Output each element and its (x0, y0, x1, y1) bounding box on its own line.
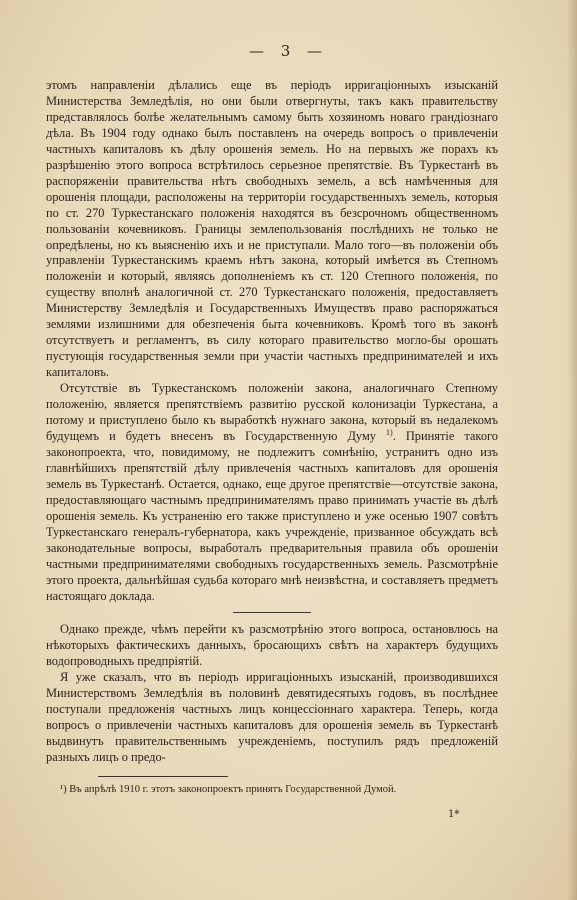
paragraph-2-continued: Принятіе такого законопроекта, что, повидимому, не подлежитъ сомнѣнію, устранитъ одно изъ главнѣйшихъ препятствій дѣлу привлеченія частныхъ капиталовъ для орошенія земель въ Туркестанѣ. Остается, однако, еще другое препятствіе—отсутствіе закона, предоставляющаго частнымъ предпринимателямъ право принимать участіе въ дѣлѣ орошенія земель. Къ устраненію его также приступлено и уже осенью 1907 совѣтъ Туркестанскаго генералъ-губернатора, какъ учрежденіе, призванное обсуждать всѣ законодательные вопросы, выработалъ предварительныя правила объ орошеніи частными предпринимателями свободныхъ государственныхъ земель. Разсмотрѣніе этого проекта, дальнѣйшая судьба котораго мнѣ неизвѣстна, и составляетъ предметъ настоящаго доклада. (46, 428, 498, 603)
paragraph-1: этомъ направленіи дѣлались еще въ періодъ ирригаціонныхъ изысканій Министерства Земледѣлія, но они были отвергнуты, такъ какъ правительству представлялось болѣе желательнымъ самому быть хозяиномъ новаго грандіознаго дѣла. Въ 1904 году однако былъ поставленъ на очередь вопросъ о привлеченіи частныхъ капиталовъ къ дѣлу орошенія земель. Но на первыхъ же порахъ къ разрѣшенію этого вопроса встрѣтилось серьезное препятствіе. Въ Туркестанѣ въ распоряженіи правительства нѣтъ свободныхъ земель, а всѣ намѣченныя для орошенія площади, расположены на территоріи государственныхъ земель, которыя по ст. 270 Туркестанскаго положенія находятся въ безсрочномъ общественномъ пользованіи кочевниковъ. Границы землепользованія послѣднихъ не только не опредѣлены, но къ выясненію ихъ и не приступали. Мало того—въ положеніи объ управленіи Туркестанскимъ краемъ нѣтъ закона, который имѣется въ Степномъ положеніи и который, являясь дополненіемъ къ ст. 120 Степного положенія, по существу вполнѣ аналогичной ст. 270 Туркестанскаго положенія, предоставляетъ Министерству Земледѣлія и Государственныхъ Имуществъ право распоряжаться землями излишними для обезпеченія быта кочевниковъ. Кромѣ того въ законѣ отсутствуетъ и регламентъ, въ силу котораго правительство могло-бы орошать пустующія государственныя земли при участіи частныхъ предпринимателей и ихъ капиталовъ. (46, 78, 498, 380)
footnote: ¹) Въ апрѣлѣ 1910 г. этотъ законопроектъ принятъ Государственной Думой. (60, 784, 397, 796)
paragraph-4: Я уже сказалъ, что въ періодъ ирригаціонныхъ изысканій, производившихся Министерствомъ Земледѣлія въ половинѣ девятидесятыхъ годовъ, въ послѣднее поступали предложенія частныхъ лицъ концессіоннаго характера. Теперь, когда вопросъ о привлеченіи частныхъ капиталовъ для орошенія земель въ Туркестанѣ выдвинутъ правительственнымъ учрежденіемъ, поступилъ рядъ предложеній разныхъ лицъ о предо- (46, 670, 498, 765)
page-edge-shadow (567, 0, 577, 900)
paragraph-3: Однако прежде, чѣмъ перейти къ разсмотрѣнію этого вопроса, остановлюсь на нѣкоторыхъ фактическихъ данныхъ, бросающихъ свѣтъ на характеръ будущихъ водопроводныхъ предпріятій. (46, 622, 498, 669)
footnote-reference: 1) (386, 427, 393, 437)
section-divider (233, 612, 311, 613)
paragraph-2-text: Отсутствіе въ Туркестанскомъ положеніи закона, аналогичнаго Степному положенію, является препятствіемъ развитію русской колонизаціи Туркестана, а потому и приступлено было къ выработкѣ нужнаго закона, который въ недалекомъ будущемъ и будетъ внесенъ въ Государственную Думу (46, 381, 498, 443)
page-number: — 3 — (248, 42, 329, 60)
footnote-divider (98, 776, 228, 777)
paragraph-2: Отсутствіе въ Туркестанскомъ положеніи закона, аналогичнаго Степному положенію, является препятствіемъ развитію русской колонизаціи Туркестана, а потому и приступлено было къ выработкѣ нужнаго закона, который въ недалекомъ будущемъ и будетъ внесенъ въ Государственную Думу $^{1)}$. Принятіе такого законопроекта, что, повидимому, не подлежитъ сомнѣнію, устранитъ одно изъ главнѣйшихъ препятствій дѣлу привлеченія частныхъ капиталовъ для орошенія земель въ Туркестанѣ. Остается, однако, еще другое препятствіе—отсутствіе закона, предоставляющаго частнымъ предпринимателямъ право принимать участіе въ дѣлѣ орошенія земель. Къ устраненію его также приступлено и уже осенью 1907 совѣтъ Туркестанскаго генералъ-губернатора, какъ учрежденіе, призванное обсуждать всѣ законодательные вопросы, выработалъ предварительныя правила объ орошеніи частными предпринимателями свободныхъ государственныхъ земель. Разсмотрѣніе этого проекта, дальнѣйшая судьба котораго мнѣ неизвѣстна, и составляетъ предметъ настоящаго доклада. (46, 381, 498, 603)
body-text (46, 78, 498, 797)
printer-signature-mark: 1* (448, 809, 460, 820)
